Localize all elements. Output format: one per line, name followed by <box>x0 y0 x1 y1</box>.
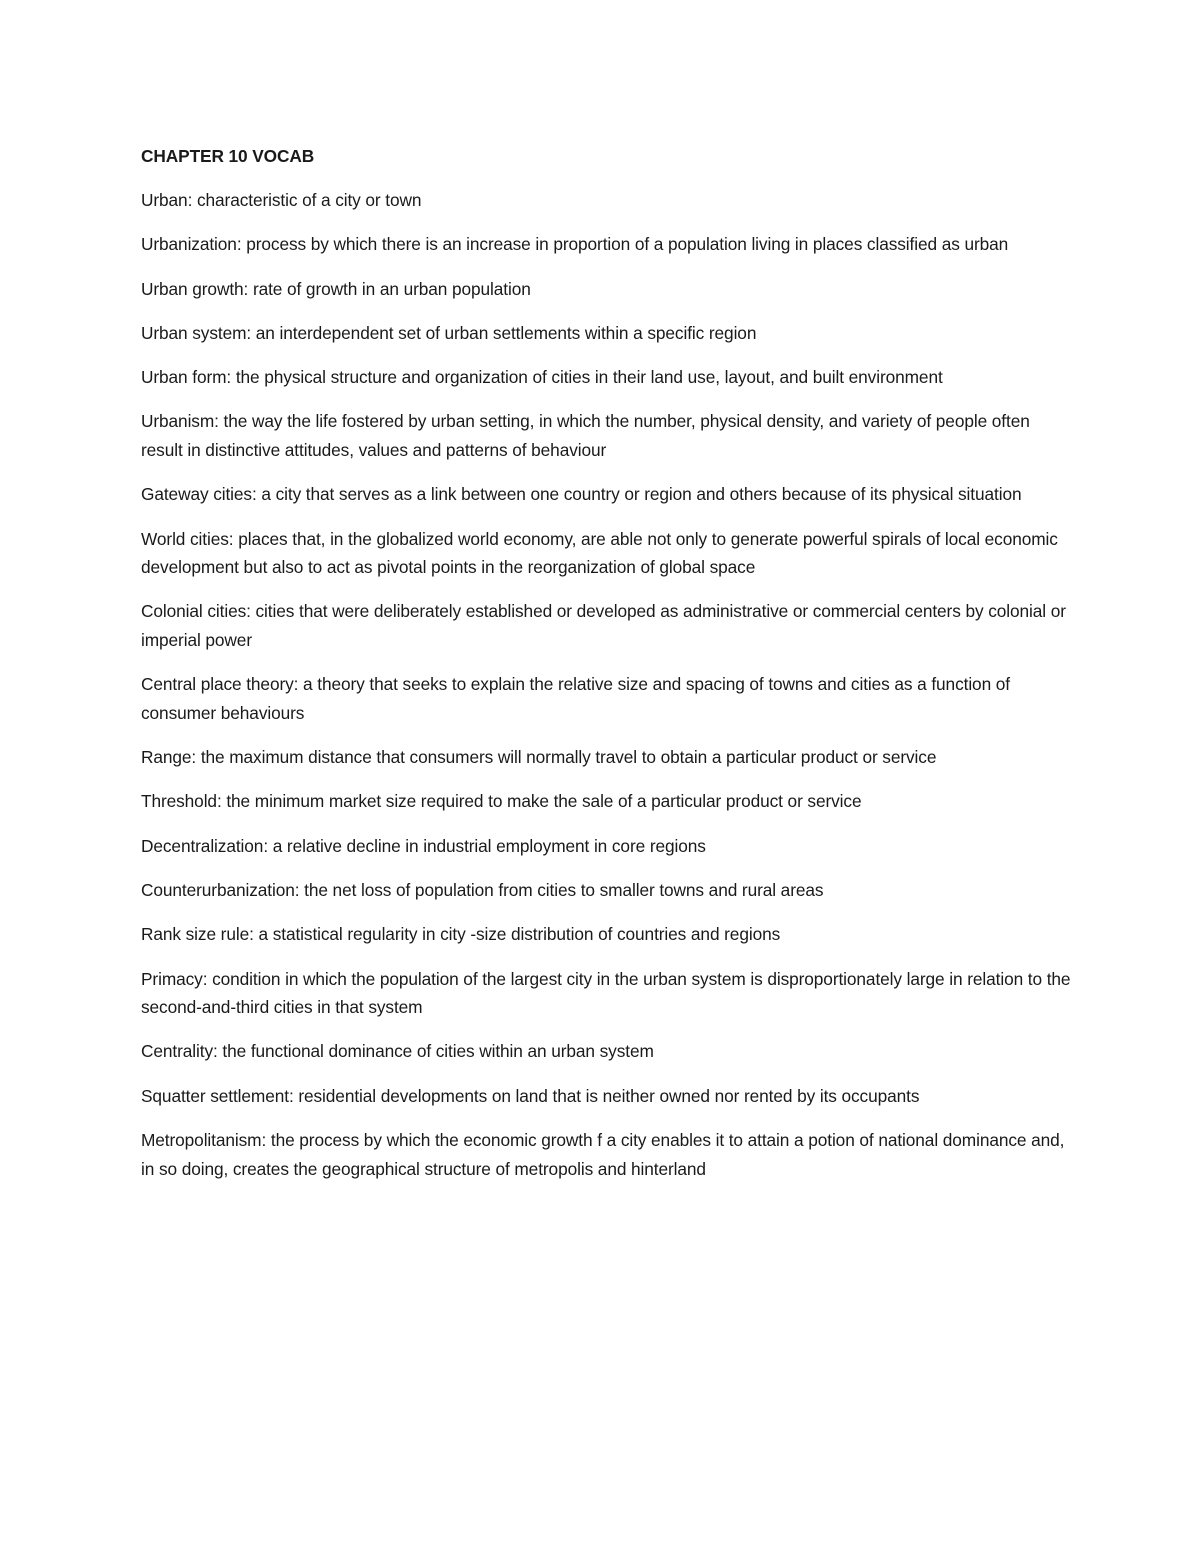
vocab-entry: Central place theory: a theory that seeks to explain the relative size and spacing of towns and cities as a function of consumer behaviours <box>141 674 1010 723</box>
vocab-entry: Threshold: the minimum market size required to make the sale of a particular product or service <box>141 791 862 812</box>
vocab-entry: Counterurbanization: the net loss of population from cities to smaller towns and rural areas <box>141 880 824 901</box>
vocab-entry: Range: the maximum distance that consumers will normally travel to obtain a particular product or service <box>141 747 937 768</box>
vocab-entry: Urbanism: the way the life fostered by urban setting, in which the number, physical density, and variety of people often result in distinctive attitudes, values and patterns of behaviour <box>141 411 1030 460</box>
vocab-entry: Rank size rule: a statistical regularity in city -size distribution of countries and regions <box>141 924 781 945</box>
vocab-entry: Primacy: condition in which the population of the largest city in the urban system is disproportionately large in relation to the second-and-third cities in that system <box>141 968 1071 1018</box>
page-title: CHAPTER 10 VOCAB <box>141 146 315 166</box>
vocab-entry: Colonial cities: cities that were deliberately established or developed as administrative or commercial centers by colonial or imperial power <box>141 601 1066 651</box>
document-body <box>141 142 1076 1199</box>
vocab-entry: Metropolitanism: the process by which the economic growth f a city enables it to attain a potion of national dominance and, in so doing, creates the geographical structure of metropolis and hinterland <box>141 1130 1065 1179</box>
vocab-entry: Urban system: an interdependent set of urban settlements within a specific region <box>141 322 757 343</box>
vocab-entry: Urban growth: rate of growth in an urban population <box>141 278 531 299</box>
vocab-entry: World cities: places that, in the globalized world economy, are able not only to generate powerful spirals of local economic development but also to act as pivotal points in the reorganization of global space <box>141 528 1058 578</box>
vocab-entry: Urban form: the physical structure and organization of cities in their land use, layout, and built environment <box>141 367 943 388</box>
vocab-entry: Urbanization: process by which there is an increase in proportion of a population living in places classified as urban <box>141 234 1009 255</box>
vocab-entry: Squatter settlement: residential developments on land that is neither owned nor rented by its occupants <box>141 1085 920 1106</box>
vocab-entry: Gateway cities: a city that serves as a link between one country or region and others because of its physical situation <box>141 484 1022 505</box>
vocab-entry: Decentralization: a relative decline in industrial employment in core regions <box>141 835 706 856</box>
vocab-entry: Centrality: the functional dominance of cities within an urban system <box>141 1041 654 1062</box>
vocab-entry: Urban: characteristic of a city or town <box>141 190 422 210</box>
